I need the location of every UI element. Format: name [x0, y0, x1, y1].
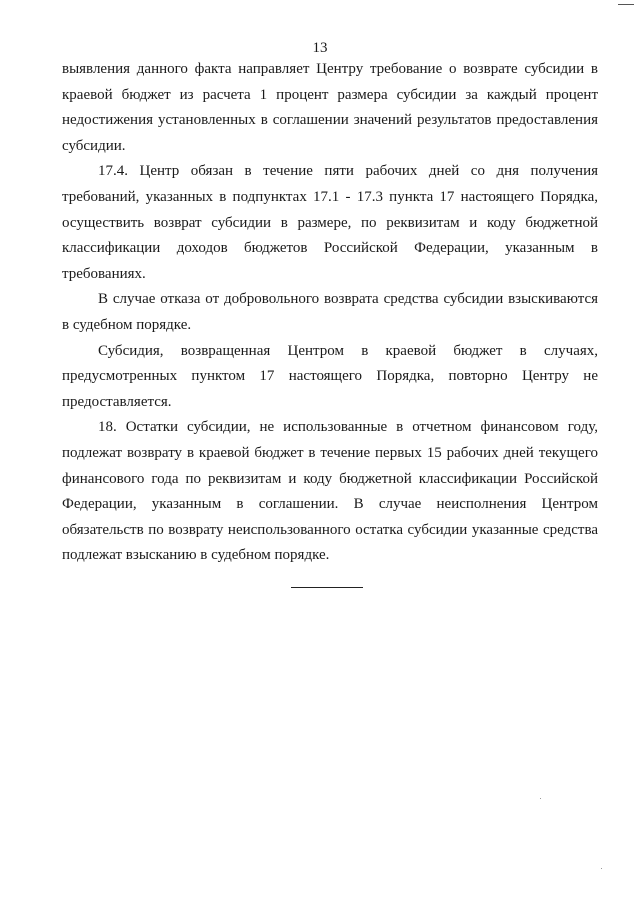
paragraph-18: 18. Остатки субсидии, не использованные в отчетном финансовом году, подлежат возврату в краевой бюджет в течение первых 15 рабочих дней текущего финансового года по реквизитам и коду бюджетной классификации Российской Федерации, указанным в соглашении. В случае неисполнения Центром обязательств по возврату неиспользованного остатка субсидии указанные средства подлежат взысканию в судебном порядке.	[62, 419, 598, 564]
scan-corner-mark	[618, 4, 634, 5]
page-number: 13	[312, 40, 328, 56]
end-of-document-rule	[291, 587, 363, 588]
scan-speck	[601, 868, 602, 869]
paragraph-refusal-court: В случае отказа от добровольного возврата средства субсидии взыскиваются в судебном порядке.	[62, 291, 598, 333]
paragraph-no-repeat-subsidy: Субсидия, возвращенная Центром в краевой бюджет в случаях, предусмотренных пунктом 17 настоящего Порядка, повторно Центру не предоставляется.	[62, 342, 598, 410]
paragraph-17-4: 17.4. Центр обязан в течение пяти рабочих дней со дня получения требований, указанных в подпунктах 17.1 - 17.3 пункта 17 настоящего Порядка, осуществить возврат субсидии в размере, по реквизитам и коду бюджетной классификации доходов бюджетов Российской Федерации, указанным в требованиях.	[62, 163, 598, 282]
scan-speck	[540, 798, 541, 799]
paragraph-continuation: выявления данного факта направляет Центру требование о возврате субсидии в краевой бюджет из расчета 1 процент размера субсидии за каждый процент недостижения установленных в соглашении значений результатов предоставления субсидии.	[62, 61, 598, 154]
document-body	[62, 57, 598, 569]
